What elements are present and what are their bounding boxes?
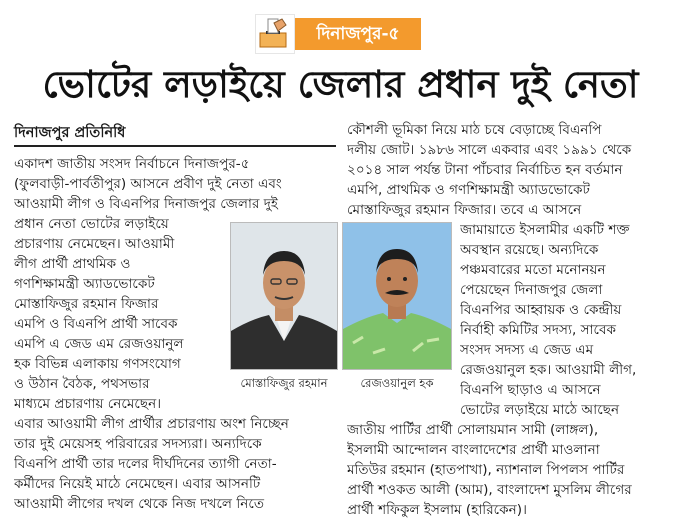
right-text-line: প্রার্থী শওকত আলী (আম), বাংলাদেশ মুসলিম লীগের bbox=[347, 482, 632, 498]
right-text-line: ২০১৪ সাল পর্যন্ত টানা পাঁচবার নির্বাচিত হন বর্তমান bbox=[347, 162, 623, 178]
left-text-line: (ফুলবাড়ী-পার্বতীপুর) আসনে প্রবীণ দুই নেতা এবং bbox=[14, 176, 282, 192]
left-text-line: আওয়ামী লীগের দখল থেকে নিজ দখলে নিতে bbox=[14, 496, 265, 512]
right-text-line: জামায়াতে ইসলামীর একটি শক্ত bbox=[460, 222, 630, 238]
right-text-line: ভোটের লড়াইয়ে মাঠে আছেন bbox=[460, 402, 620, 418]
right-text-line: সংসদ সদস্য এ জেড এম bbox=[460, 342, 594, 358]
ballot-hand-icon bbox=[255, 14, 295, 54]
right-text-line: মতিউর রহমান (হাতপাখা), ন্যাশনাল পিপলস পার্টির bbox=[347, 462, 625, 478]
left-text-line: ও উঠান বৈঠক, পথসভার bbox=[14, 376, 150, 392]
headline: ভোটের লড়াইয়ে জেলার প্রধান দুই নেতা bbox=[42, 63, 639, 106]
right-text-line: পঞ্চমবারের মতো মনোনয়ন bbox=[460, 262, 606, 278]
left-text-line: একাদশ জাতীয় সংসদ নির্বাচনে দিনাজপুর-৫ bbox=[14, 156, 250, 172]
right-text-line: রেজওয়ানুল হক। আওয়ামী লীগ, bbox=[460, 362, 637, 378]
right-text-line: এমপি, প্রাথমিক ও গণশিক্ষামন্ত্রী অ্যাডভোকেট bbox=[347, 182, 590, 198]
byline-rule bbox=[14, 145, 336, 147]
left-text-line: আওয়ামী লীগ ও বিএনপির দিনাজপুর জেলার দুই bbox=[14, 196, 279, 212]
left-text-line: এমপি এ জেড এম রেজওয়ানুল bbox=[14, 336, 184, 352]
right-text-line: প্রার্থী শফিকুল ইসলাম (হারিকেন)। bbox=[347, 502, 527, 518]
district-badge bbox=[255, 14, 421, 54]
portrait-icon bbox=[343, 223, 451, 369]
right-text-line: মোস্তাফিজুর রহমান ফিজার। তবে এ আসনে bbox=[347, 202, 582, 218]
right-text-line: ইসলামী আন্দোলন বাংলাদেশের প্রার্থী মাওলানা bbox=[347, 442, 600, 458]
photo-rezwanul bbox=[342, 222, 452, 370]
left-text-line: লীগ প্রার্থী প্রাথমিক ও bbox=[14, 256, 131, 272]
left-text-line: এবার আওয়ামী লীগ প্রার্থীর প্রচারণায় অংশ নিচ্ছেন bbox=[14, 416, 289, 432]
portrait-icon bbox=[231, 223, 337, 369]
district-label: দিনাজপুর-৫ bbox=[295, 18, 421, 50]
left-text-line: কর্মীদের নিয়েই মাঠে নেমেছেন। এবার আসনটি bbox=[14, 476, 261, 492]
photo-mostafizur bbox=[230, 222, 338, 370]
left-text-line: হক বিভিন্ন এলাকায় গণসংযোগ bbox=[14, 356, 181, 372]
right-text-line: কৌশলী ভূমিকা নিয়ে মাঠ চষে বেড়াচ্ছে বিএনপি bbox=[347, 122, 602, 138]
photo-caption: মোস্তাফিজুর রহমান bbox=[240, 376, 328, 390]
right-text-line: নির্বাহী কমিটির সদস্য, সাবেক bbox=[460, 322, 617, 338]
right-text-line: জাতীয় পার্টির প্রার্থী সোলায়মান সামী (লাঙ্গল), bbox=[347, 422, 599, 438]
left-text-line: গণশিক্ষামন্ত্রী অ্যাডভোকেট bbox=[14, 276, 155, 292]
right-text-line: দলীয় জোট। ১৯৮৬ সালে একবার এবং ১৯৯১ থেকে bbox=[347, 142, 632, 158]
left-text-line: তার দুই মেয়েসহ পরিবারের সদস্যরা। অন্যদিকে bbox=[14, 436, 262, 452]
left-text-line: প্রধান নেতা ভোটের লড়াইয়ে bbox=[14, 216, 169, 232]
left-text-line: মোস্তাফিজুর রহমান ফিজার bbox=[14, 296, 159, 312]
photo-caption: রেজওয়ানুল হক bbox=[360, 376, 434, 390]
left-text-line: মাধ্যমে প্রচারণায় নেমেছেন। bbox=[14, 396, 162, 412]
right-text-line: বিএনপি ছাড়াও এ আসনে bbox=[460, 382, 601, 398]
left-text-line: এমপি ও বিএনপি প্রার্থী সাবেক bbox=[14, 316, 178, 332]
right-text-line: পেয়েছেন দিনাজপুর জেলা bbox=[460, 282, 603, 298]
right-text-line: অবস্থান রয়েছে। অন্যদিকে bbox=[460, 242, 599, 258]
left-text-line: বিএনপি প্রার্থী তার দলের দীর্ঘদিনের ত্যাগী নেতা- bbox=[14, 456, 277, 472]
right-text-line: বিএনপির আহ্বায়ক ও কেন্দ্রীয় bbox=[460, 302, 622, 318]
reporter-byline: দিনাজপুর প্রতিনিধি bbox=[14, 125, 126, 141]
left-text-line: প্রচারণায় নেমেছেন। আওয়ামী bbox=[14, 236, 175, 252]
